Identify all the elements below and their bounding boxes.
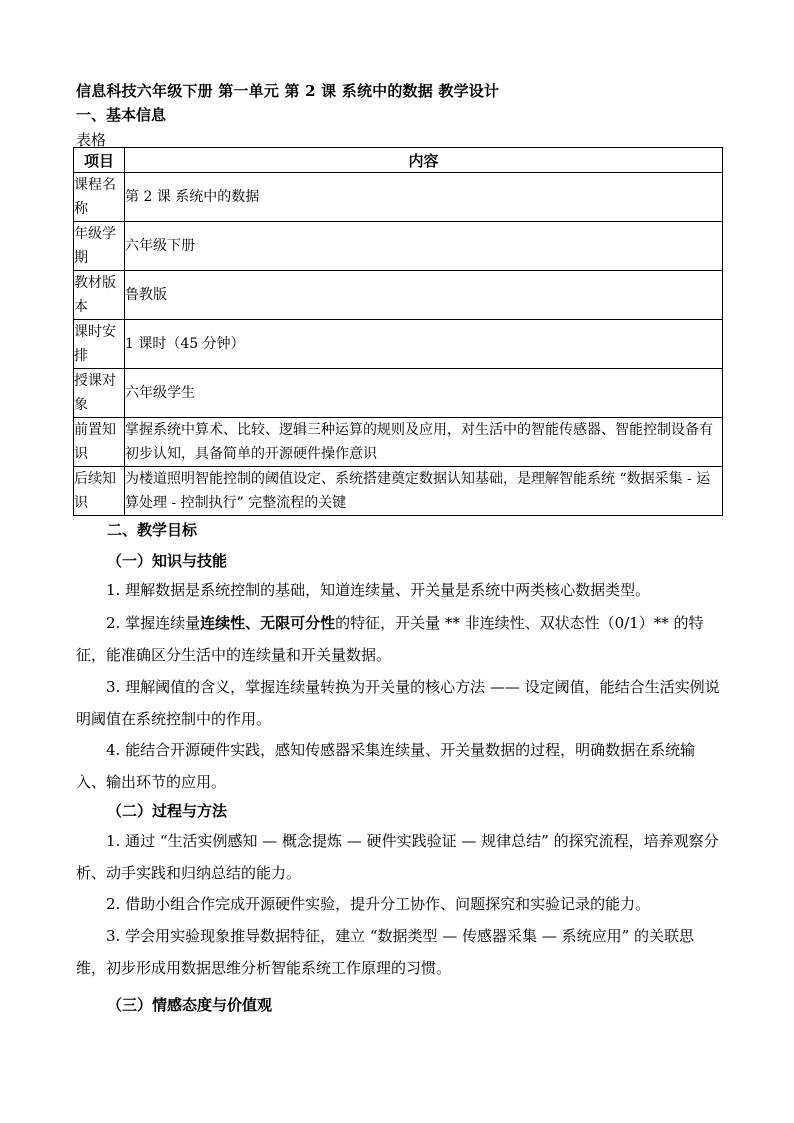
objective-item	[76, 920, 724, 984]
objective-emphasis: 连续性、无限可分性	[200, 614, 336, 632]
objective-item	[76, 671, 724, 735]
table-caption: 表格	[76, 131, 107, 149]
objective-text: 3. 学会用实验现象推导数据特征，建立 “数据类型 — 传感器采集 — 系统应用” 的关联思维，初步形成用数据思维分析智能系统工作原理的习惯。	[76, 927, 695, 977]
objective-text: 4. 能结合开源硬件实践，感知传感器采集连续量、开关量数据的过程，明确数据在系统输入、输出环节的应用。	[76, 741, 696, 791]
document-title: 信息科技六年级下册 第一单元 第 2 课 系统中的数据 教学设计	[76, 82, 500, 100]
row-value: 第 2 课 系统中的数据	[125, 173, 723, 222]
row-label: 课程名称	[74, 173, 125, 222]
row-label: 课时安排	[74, 320, 125, 369]
row-label: 年级学期	[74, 222, 125, 271]
table-header-row	[74, 148, 723, 173]
objective-text-part: 的特征，开关量 ** 非连续性、双状态性（0/1）** 的特征，能准确区分生活中的连续量和开关量数据。	[76, 614, 704, 664]
objective-item	[76, 607, 724, 671]
section-heading-objectives: 二、教学目标	[107, 521, 198, 539]
header-content: 内容	[125, 148, 723, 173]
objective-text: 2. 借助小组合作完成开源硬件实验，提升分工协作、问题探究和实验记录的能力。	[106, 895, 651, 913]
subheading-knowledge-skills: （一）知识与技能	[107, 552, 228, 570]
row-value: 六年级学生	[125, 369, 723, 418]
objective-text: 3. 理解阈值的含义，掌握连续量转换为开关量的核心方法 —— 设定阈值，能结合生活实例说明阈值在系统控制中的作用。	[76, 678, 720, 728]
objective-text: 1. 通过 “生活实例感知 — 概念提炼 — 硬件实践验证 — 规律总结” 的探究流程，培养观察分析、动手实践和归纳总结的能力。	[76, 832, 719, 882]
row-label: 教材版本	[74, 271, 125, 320]
objective-text-part: 2. 掌握连续量	[106, 614, 201, 632]
row-value: 鲁教版	[125, 271, 723, 320]
table-row	[74, 173, 723, 222]
section-heading-basic-info: 一、基本信息	[76, 106, 167, 124]
table-row	[74, 222, 723, 271]
table-row	[74, 418, 723, 467]
subheading-process-methods: （二）过程与方法	[107, 802, 228, 820]
row-value: 掌握系统中算术、比较、逻辑三种运算的规则及应用，对生活中的智能传感器、智能控制设备有初步认知，具备简单的开源硬件操作意识	[125, 418, 723, 467]
objective-text: 1. 理解数据是系统控制的基础，知道连续量、开关量是系统中两类核心数据类型。	[106, 581, 651, 599]
row-value: 1 课时（45 分钟）	[125, 320, 723, 369]
objective-item	[76, 888, 724, 920]
basic-info-table	[73, 147, 723, 516]
header-item: 项目	[74, 148, 125, 173]
table-row	[74, 467, 723, 516]
subheading-attitudes-values: （三）情感态度与价值观	[107, 996, 273, 1014]
row-label: 后续知识	[74, 467, 125, 516]
row-value: 六年级下册	[125, 222, 723, 271]
objective-item	[76, 825, 724, 889]
objective-item	[76, 574, 724, 606]
row-value: 为楼道照明智能控制的阈值设定、系统搭建奠定数据认知基础，是理解智能系统 “数据采集 - 运算处理 - 控制执行” 完整流程的关键	[125, 467, 723, 516]
row-label: 前置知识	[74, 418, 125, 467]
row-label: 授课对象	[74, 369, 125, 418]
table-row	[74, 369, 723, 418]
table-row	[74, 320, 723, 369]
table-row	[74, 271, 723, 320]
objective-item	[76, 734, 724, 798]
